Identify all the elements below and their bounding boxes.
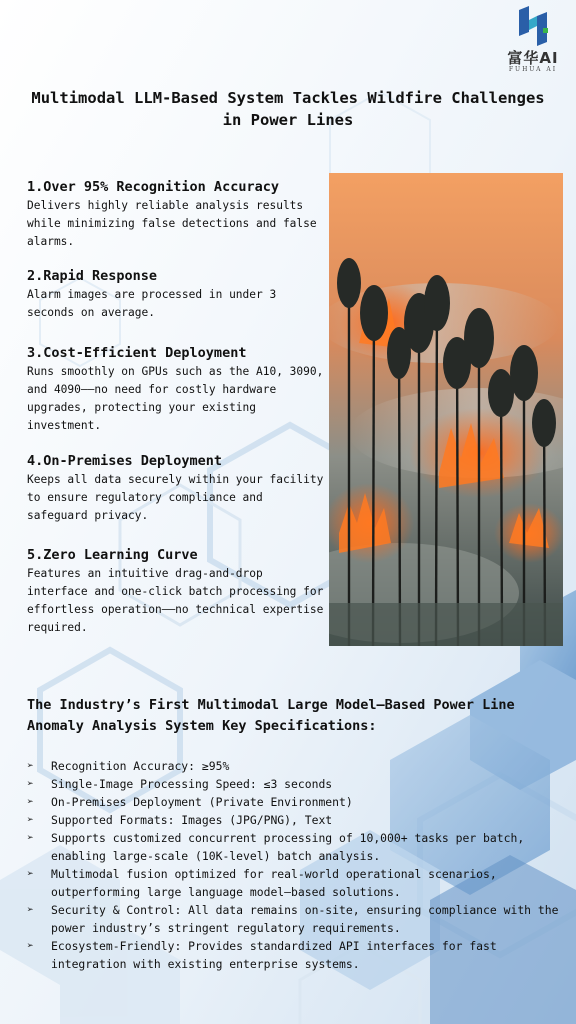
feature-heading: 4.On-Premises Deployment <box>27 453 223 469</box>
brand-mark-icon <box>513 6 553 46</box>
feature-rapid-response <box>27 267 327 322</box>
arrow-bullet-icon: ➢ <box>27 795 34 808</box>
feature-zero-learning-curve <box>27 546 327 637</box>
brand-subtitle: FUHUA AI <box>508 66 558 73</box>
list-item <box>27 829 567 865</box>
page-title: Multimodal LLM-Based System Tackles Wildfire Challenges in Power Lines <box>31 89 545 129</box>
arrow-bullet-icon: ➢ <box>27 759 34 772</box>
feature-cost-efficient <box>27 344 327 435</box>
spec-list <box>27 757 567 973</box>
arrow-bullet-icon: ➢ <box>27 867 34 880</box>
spec-text: Security & Control: All data remains on-site, ensuring compliance with the power industry’s stringent regulatory requirements. <box>51 903 559 935</box>
feature-accuracy <box>27 178 327 251</box>
list-item <box>27 901 567 937</box>
arrow-bullet-icon: ➢ <box>27 939 34 952</box>
spec-text: Ecosystem-Friendly: Provides standardized API interfaces for fast integration with existing enterprise systems. <box>51 939 497 971</box>
spec-text: Supported Formats: Images (JPG/PNG), Text <box>51 813 333 827</box>
feature-heading: 1.Over 95% Recognition Accuracy <box>27 179 279 195</box>
list-item <box>27 775 567 793</box>
arrow-bullet-icon: ➢ <box>27 813 34 826</box>
feature-heading: 5.Zero Learning Curve <box>27 547 198 563</box>
list-item <box>27 811 567 829</box>
feature-heading: 3.Cost-Efficient Deployment <box>27 345 247 361</box>
list-item <box>27 793 567 811</box>
feature-text: Keeps all data securely within your facility to ensure regulatory compliance and safeguard privacy. <box>27 473 324 522</box>
feature-text: Alarm images are processed in under 3 seconds on average. <box>27 288 277 319</box>
feature-heading: 2.Rapid Response <box>27 268 158 284</box>
arrow-bullet-icon: ➢ <box>27 777 34 790</box>
spec-text: Recognition Accuracy: ≥95% <box>51 759 230 773</box>
spec-text: Single-Image Processing Speed: ≤3 seconds <box>51 777 333 791</box>
list-item <box>27 865 567 901</box>
arrow-bullet-icon: ➢ <box>27 831 34 844</box>
feature-on-premises <box>27 452 327 525</box>
list-item <box>27 757 567 775</box>
spec-text: On-Premises Deployment (Private Environment) <box>51 795 353 809</box>
feature-text: Runs smoothly on GPUs such as the A10, 3090, and 4090——no need for costly hardware upgrades, protecting your existing investment. <box>27 365 324 432</box>
brand-name: 富华AI <box>507 49 559 67</box>
feature-text: Features an intuitive drag-and-drop interface and one-click batch processing for effortless operation——no technical expertise required. <box>27 567 324 634</box>
brand-logo <box>500 6 566 74</box>
spec-text: Supports customized concurrent processing of 10,000+ tasks per batch, enabling large-scale (10K-level) batch analysis. <box>51 831 525 863</box>
feature-text: Delivers highly reliable analysis results while minimizing false detections and false alarms. <box>27 199 317 248</box>
wildfire-forest-image <box>329 173 563 646</box>
arrow-bullet-icon: ➢ <box>27 903 34 916</box>
spec-text: Multimodal fusion optimized for real-world operational scenarios, outperforming large language model–based solutions. <box>51 867 497 899</box>
specs-title: The Industry’s First Multimodal Large Model–Based Power Line Anomaly Analysis System Key Specifications: <box>27 697 515 734</box>
list-item <box>27 937 567 973</box>
